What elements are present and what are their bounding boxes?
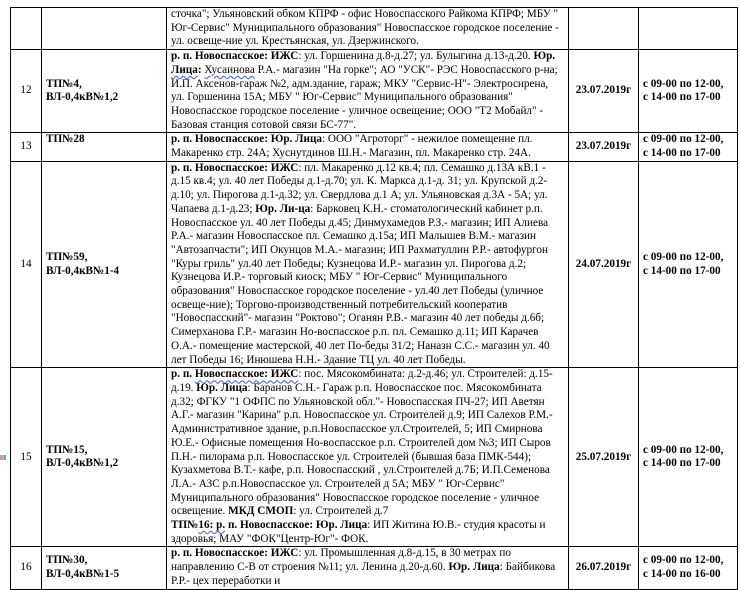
outage-time-cell: [639, 8, 738, 50]
table-row: [11, 50, 738, 133]
table-row: [11, 547, 738, 589]
substation-cell: [42, 547, 167, 589]
row-number: [11, 8, 42, 50]
text-segment: : Байбикова Р.Р.- цех переработки и: [171, 561, 556, 587]
outage-date-cell: 23.07.2019г: [569, 133, 639, 161]
outage-date-cell: 26.07.2019г: [569, 547, 639, 589]
outage-date-cell: [569, 8, 639, 50]
text-segment: : ул. Промышленная д.8-д.15, в 30 метрах по направлению С-В от строения №11; ул. Ленина д.20-д.60.: [171, 547, 511, 574]
time-line: с 09-00 по 12-00,: [643, 133, 724, 146]
outage-time-cell: [639, 133, 738, 161]
outage-date-cell: 23.07.2019г: [569, 50, 639, 133]
bold-text-segment: Лица: [171, 63, 198, 76]
text-segment: : пос. Мясокомбината: д.2-д.46; ул. Строителей: д.15-д.19.: [171, 368, 553, 394]
time-line: с 14-00 по 17-00: [643, 147, 721, 160]
substation-cell: [42, 50, 167, 133]
substation-line: ВЛ-0,4кВ№1,2: [46, 91, 119, 104]
corner-artifact: [0, 455, 6, 460]
time-line: с 09-00 по 12-00,: [643, 250, 724, 263]
substation-line: ТП№59,: [46, 250, 88, 263]
time-line: с 14-00 по 17-00: [643, 264, 721, 277]
bold-text-segment: МКД СМОП: [228, 505, 294, 518]
affected-consumers-cell: [167, 133, 569, 161]
affected-consumers-cell: [167, 161, 569, 368]
bold-text-segment: Юр. Ли-ца: [255, 202, 311, 215]
bold-text-segment: р. п. Новоспасское: ИЖС: [171, 547, 299, 560]
text-segment: : ООО "Агроторг" - нежилое помещение пл. Макаренко стр. 24А; Хуснутдинов Ш.Н.- Магазин, пл. Макаренко стр. 24А.: [171, 133, 533, 160]
bold-text-segment: Новоспасское: ИЖС: [194, 368, 299, 381]
outage-time-cell: [639, 547, 738, 589]
text-segment: Р.А.- магазин "На горке"; АО "УСК"- РЭС Новоспасского р-на; И.П. Аксенов-гараж №2, адм.здание, гараж; МКУ "Сервис-Н"- Электросирена, ул. Горшенина 15А; МБУ " Юг-Сервис" Муниципального образования" Новоспасское городское поселение - уличное освещение; ООО "Т2 Мобайл" - Базовая станция сотовой связи БС-77".: [171, 63, 558, 131]
time-line: с 14-00 по 17-00: [643, 457, 721, 470]
substation-cell: [42, 8, 167, 50]
affected-consumers-cell: [167, 50, 569, 133]
bold-text-segment: Юр. Лица: [196, 381, 248, 394]
table-row: [11, 368, 738, 547]
substation-line: ВЛ-0,4кВ№1-4: [46, 264, 120, 277]
table-row: [11, 8, 738, 50]
bold-text-segment: Юр. Лица: [448, 561, 500, 574]
outage-schedule-table: [10, 7, 738, 590]
text-segment: Хусаинова: [204, 63, 255, 76]
time-line: с 14-00 по 16-00: [643, 567, 721, 580]
substation-line: ВЛ-0,4кВ№1-5: [46, 567, 120, 580]
substation-line: ТП№4,: [46, 77, 82, 90]
row-number: 15: [11, 368, 42, 547]
affected-consumers-cell: [167, 547, 569, 589]
row-number: 14: [11, 161, 42, 368]
outage-time-cell: [639, 50, 738, 133]
bold-text-segment: Юр.: [533, 50, 556, 63]
time-line: с 14-00 по 17-00: [643, 91, 721, 104]
outage-date-cell: 25.07.2019г: [569, 368, 639, 547]
bold-text-segment: р. п. Новоспасское: ИЖС: [171, 50, 299, 63]
table-row: [11, 133, 738, 161]
substation-cell: [42, 161, 167, 368]
text-segment: : Барковец К.Н.- стоматологический кабинет р.п. Новоспасское ул. 40 лет Победы д.45; Динмухамедов Р.З.- магазин; ИП Алиева Р.А.- магазин Новоспасское пл. Семашко д.15а; ИП Малышев В.М.- магазин "Автозапчасти"; ИП Окунцов М.А.- магазин; ИП Рахматуллин Р.Р.- автофургон "Куры гриль" ул.40 лет Победы; Кузнецова И.Р.- магазин ул. Пирогова д.2; Кузнецова И.Р.- торговый киоск; МБУ " Юг-Сервис" Муниципального образования" Новоспасское городское поселение - ул.40 лет Победы (уличное освеще-ние); Торгово-производственный потребительский кооператив "Новоспасский"- магазин "Роктово"; Оганян Р.В.- магазин 40 лет победы д.6б; Симерханова Г.Р.- магазин Но-воспасское р.п. пл. Семашко д.11; ИП Карачев О.А.- помещение мастерской, 40 лет По-беды 31/2; Наназн С.С.- магазин ул. 40 лет Победы 16; Инюшева Н.Н.- Здание ТЦ ул. 40 лет Победы.: [171, 202, 550, 366]
table-row: [11, 161, 738, 368]
text-segment: сточка"; Ульяновский обком КПРФ - офис Новоспасского Райкома КПРФ; МБУ " Юг-Сервис" Муниципального образования" Новоспасское городское поселение - ул. освеще-ние ул. Крестьянская, ул. Дзержинского.: [171, 8, 559, 48]
time-line: с 09-00 по 12-00,: [643, 554, 724, 567]
bold-text-segment: р. п. Новоспасское: Юр. Лица: [171, 133, 322, 146]
bold-text-segment: п. Новоспасское: Юр. Лица: [225, 519, 368, 532]
substation-cell: [42, 133, 167, 161]
bold-text-segment: р. п. Новоспасское: ИЖС: [171, 161, 299, 174]
outage-date-cell: 24.07.2019г: [569, 161, 639, 368]
table-body: [11, 8, 738, 590]
text-segment: : ИП Житина Ю.В.- студия красоты и здоровья; МАУ "ФОК"Центр-Юг"- ФОК.: [171, 519, 546, 545]
substation-line: ТП№15,: [46, 443, 88, 456]
affected-consumers-cell: [167, 368, 569, 547]
substation-line: ТП№28: [46, 133, 85, 146]
time-line: с 09-00 по 12-00,: [643, 443, 724, 456]
bold-text-segment: р. п.: [171, 368, 195, 381]
row-number: 12: [11, 50, 42, 133]
text-segment: : Баранов С.Н.- Гараж р.п. Новоспасское пос. Мясокомбината д.32; ФГКУ "1 ОФПС по Ульяновской обл."- Новоспасская ПЧ-27; ИП Аветян А.Г.- магазин "Карина" р.п. Новоспасское ул. Строителей д.9; ИП Салехов Р.М.- Административное здание, р.п.Новоспасское ул.Строителей, 5; ИП Смирнова Ю.Е.- Офисные помещения Но-воспасское р.п. Строителей дом №3; ИП Сыров П.Н.- пилорама р.п. Новоспасское ул. Строителей (бывшая база ПМК-544); Кузахметова В.Т.- кафе, р.п. Новоспасский , ул.Строителей д.7Б; И.П.Семенова Л.А.- АЗС р.п.Новоспасское ул. Строителей д 5А; МБУ " Юг-Сервис" Муниципального образования" Новоспасское городское поселение - уличное освещение.: [171, 381, 553, 518]
time-line: с 09-00 по 12-00,: [643, 77, 724, 90]
row-number: 16: [11, 547, 42, 589]
bold-text-segment: ТП№: [171, 519, 199, 532]
outage-time-cell: [639, 161, 738, 368]
row-number: 13: [11, 133, 42, 161]
substation-cell: [42, 368, 167, 547]
outage-time-cell: [639, 368, 738, 547]
text-segment: : ул. Строителей д.7: [293, 505, 389, 518]
substation-line: ТП№30,: [46, 554, 88, 567]
substation-line: ВЛ-0,4кВ№1,2: [46, 457, 119, 470]
bold-text-segment: 16: р.: [198, 519, 226, 532]
text-segment: : пл. Макаренко д.12 кв.4; пл. Семашко д.13А кВ.1 - д.15 кв.4; ул. 40 лет Победы д.1-д.70; ул. К. Маркса д.1-д. 31; ул. Крупской д.2-д.10; ул. Пирогова д.1-д.32; ул. Свердлова д.1 А; ул. Ульяновская д.3А - 5А; ул. Чапаева д.1-д.23;: [171, 161, 548, 215]
text-segment: : ул. Горшенина д.8-д.27; ул. Булыгина д.13-д.20.: [298, 50, 534, 63]
bold-text-segment: :: [197, 63, 205, 76]
affected-consumers-cell: [167, 8, 569, 50]
